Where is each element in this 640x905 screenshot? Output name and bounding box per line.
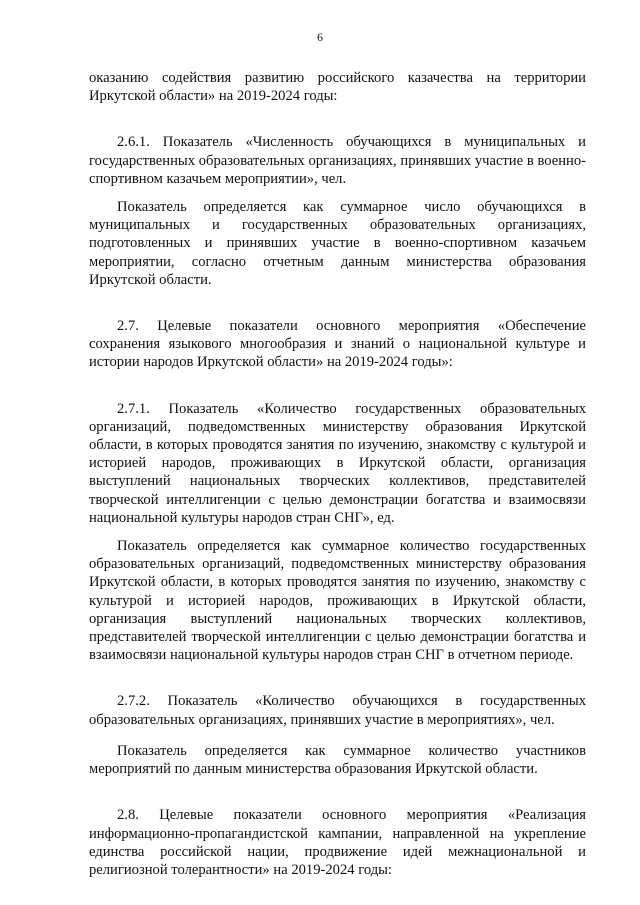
page-number: 6 [317,30,323,44]
paragraph-2-6-1: 2.6.1. Показатель «Численность обучающихся в муниципальных и государственных образовательных организациях, принявших участие в военно-спортивном казачьем мероприятии», чел. [89,134,586,187]
paragraph-continuation: оказанию содействия развитию российского казачества на территории Иркутской области» на 2019-2024 годы: [89,70,586,105]
document-body [89,69,586,879]
paragraph-2-7-1: 2.7.1. Показатель «Количество государственных образовательных организаций, подведомственных министерству образования Иркутской области, в которых проводятся занятия по изучению, знакомству с культурой и историей народов, проживающих в Иркутской области, организация выступлений национальных творческих коллективов, представителей творческой интеллигенции с целью демонстрации богатства и взаимосвязи национальной культуры народов стран СНГ», ед. [89,400,586,526]
paragraph-2-7-1-definition: Показатель определяется как суммарное количество государственных образовательных организаций, подведомственных министерству образования Иркутской области, в которых проводятся занятия по изучению, знакомству с культурой и историей народов, проживающих в Иркутской области, организация выступлений национальных творческих коллективов, представителей творческой интеллигенции с целью демонстрации богатства и взаимосвязи национальной культуры народов стран СНГ в отчетном периоде. [89,538,586,664]
paragraph-2-7-2-definition: Показатель определяется как суммарное количество участников мероприятий по данным министерства образования Иркутской области. [89,742,586,778]
paragraph-2-6-1-definition: Показатель определяется как суммарное число обучающихся в муниципальных и государственных образовательных организациях, подготовленных и принявших участие в военно-спортивном казачьем мероприятии, согласно отчетным данным министерства образования Иркутской области. [89,199,586,288]
paragraph-2-7-2: 2.7.2. Показатель «Количество обучающихся в государственных образовательных организациях, принявших участие в мероприятиях», чел. [89,693,586,728]
paragraph-2-8: 2.8. Целевые показатели основного мероприятия «Реализация информационно-пропагандистской кампании, направленной на укрепление единства российской нации, продвижение идей межнациональной и религиозной толерантности» на 2019-2024 годы: [89,807,586,878]
paragraph-2-7: 2.7. Целевые показатели основного мероприятия «Обеспечение сохранения языкового многообразия и знаний о национальной культуре и истории народов Иркутской области» на 2019-2024 годы»: [89,318,586,371]
